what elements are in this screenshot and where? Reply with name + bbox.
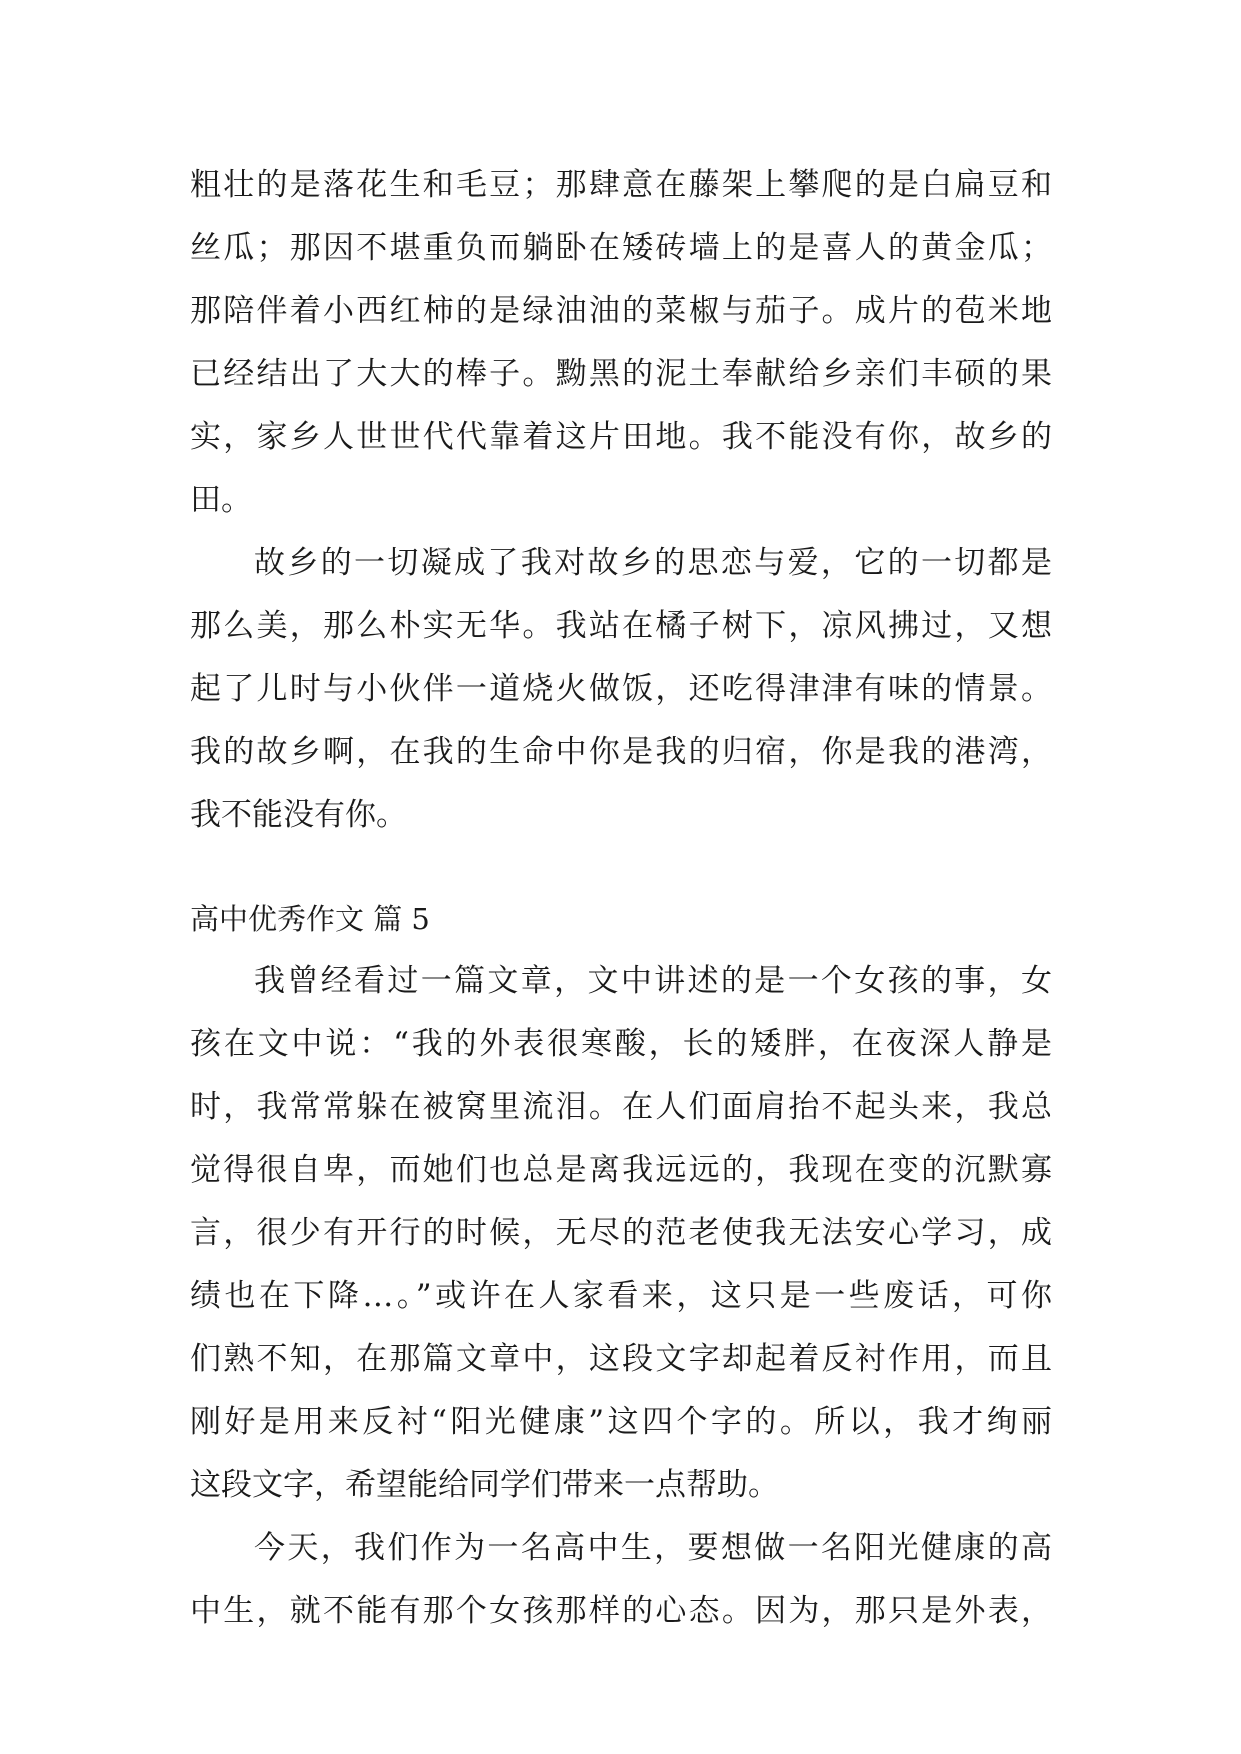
paragraph-line: 孩在文中说：“我的外表很寒酸，长的矮胖，在夜深人静是 bbox=[190, 1026, 1052, 1062]
paragraph-line: 故乡的一切凝成了我对故乡的思恋与爱，它的一切都是 bbox=[254, 545, 1052, 581]
paragraph-line: 那么美，那么朴实无华。我站在橘子树下，凉风拂过，又想 bbox=[190, 608, 1052, 644]
paragraph-line: 这段文字，希望能给同学们带来一点帮助。 bbox=[190, 1467, 779, 1503]
paragraph-line: 觉得很自卑，而她们也总是离我远远的，我现在变的沉默寡 bbox=[190, 1152, 1052, 1188]
paragraph-line: 时，我常常躲在被窝里流泪。在人们面肩抬不起头来，我总 bbox=[190, 1089, 1052, 1125]
section-heading: 高中优秀作文 篇 5 bbox=[190, 902, 430, 936]
paragraph-line: 我不能没有你。 bbox=[190, 797, 407, 833]
paragraph-line: 们熟不知，在那篇文章中，这段文字却起着反衬作用，而且 bbox=[190, 1341, 1052, 1377]
paragraph-line: 那陪伴着小西红柿的是绿油油的菜椒与茄子。成片的苞米地 bbox=[190, 293, 1052, 329]
paragraph-line: 我曾经看过一篇文章，文中讲述的是一个女孩的事，女 bbox=[254, 963, 1052, 999]
paragraph-line: 今天，我们作为一名高中生，要想做一名阳光健康的高 bbox=[254, 1530, 1052, 1566]
paragraph-line: 田。 bbox=[190, 482, 252, 518]
paragraph-line: 中生，就不能有那个女孩那样的心态。因为，那只是外表， bbox=[190, 1593, 1052, 1629]
paragraph-line: 我的故乡啊，在我的生命中你是我的归宿，你是我的港湾， bbox=[190, 734, 1052, 770]
paragraph-line: 言，很少有开行的时候，无尽的范老使我无法安心学习，成 bbox=[190, 1215, 1052, 1251]
paragraph-line: 丝瓜；那因不堪重负而躺卧在矮砖墙上的是喜人的黄金瓜； bbox=[190, 230, 1052, 266]
paragraph-line: 粗壮的是落花生和毛豆；那肆意在藤架上攀爬的是白扁豆和 bbox=[190, 167, 1052, 203]
paragraph-line: 实，家乡人世世代代靠着这片田地。我不能没有你，故乡的 bbox=[190, 419, 1052, 455]
paragraph-line: 已经结出了大大的棒子。黝黑的泥土奉献给乡亲们丰硕的果 bbox=[190, 356, 1052, 392]
paragraph-line: 起了儿时与小伙伴一道烧火做饭，还吃得津津有味的情景。 bbox=[190, 671, 1052, 707]
paragraph-line: 刚好是用来反衬“阳光健康”这四个字的。所以，我才绚丽 bbox=[190, 1404, 1052, 1440]
paragraph-line: 绩也在下降…。”或许在人家看来，这只是一些废话，可你 bbox=[190, 1278, 1052, 1314]
